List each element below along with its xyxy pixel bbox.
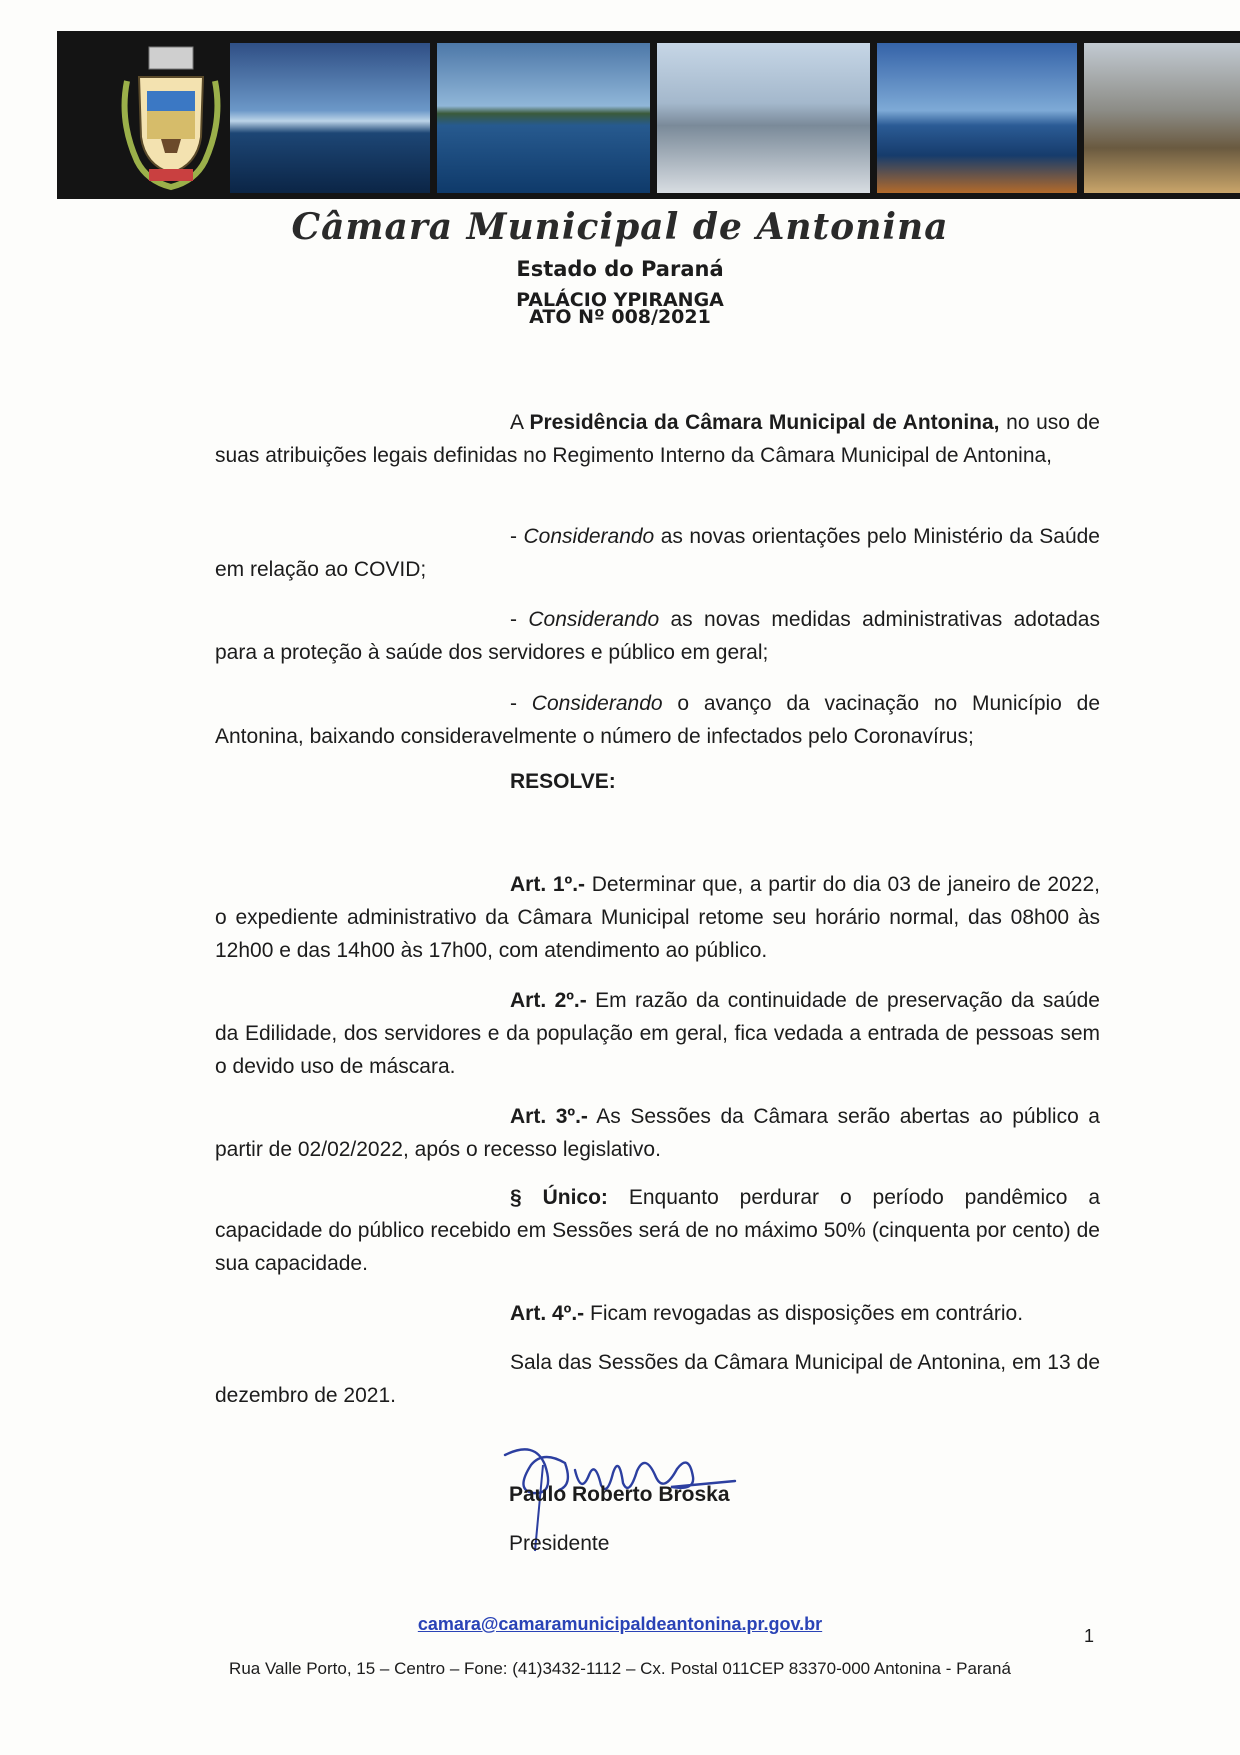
sole-paragraph: § Único: Enquanto perdurar o período pandêmico a capacidade do público recebido em Sessões será de no máximo 50% (cinquenta por cento) de sua capacidade.: [215, 1186, 1100, 1275]
signatory-name: Paulo Roberto Broska: [509, 1483, 730, 1506]
header-banner: [57, 31, 1240, 199]
consideration-1: - Considerando as novas orientações pelo Ministério da Saúde em relação ao COVID;: [215, 525, 1100, 581]
article-2: Art. 2º.- Em razão da continuidade de preservação da saúde da Edilidade, dos servidores e da população em geral, fica vedada a entrada de pessoas sem o devido uso de máscara.: [215, 989, 1100, 1078]
intro-paragraph: A Presidência da Câmara Municipal de Antonina, no uso de suas atribuições legais definidas no Regimento Interno da Câmara Municipal de Antonina,: [215, 411, 1100, 467]
bay-photo-3: [877, 43, 1077, 193]
article-4: Art. 4º.- Ficam revogadas as disposições em contrário.: [510, 1302, 1024, 1325]
coat-of-arms-logo: [117, 41, 225, 191]
consideration-2: - Considerando as novas medidas administrativas adotadas para a proteção à saúde dos servidores e público em geral;: [215, 608, 1100, 664]
bay-photo-2: [437, 43, 650, 193]
chamber-title: Câmara Municipal de Antonina: [291, 206, 949, 248]
contact-email-link[interactable]: camara@camaramunicipaldeantonina.pr.gov.br: [417, 1614, 823, 1634]
state-name: Estado do Paraná: [516, 257, 724, 281]
footer-address: Rua Valle Porto, 15 – Centro – Fone: (41)3432-1112 – Cx. Postal 011CEP 83370-000 Antonina - Paraná: [229, 1659, 1011, 1678]
palace-name: PALÁCIO YPIRANGA: [516, 289, 724, 311]
article-3: Art. 3º.- As Sessões da Câmara serão abertas ao público a partir de 02/02/2022, após o recesso legislativo.: [215, 1105, 1100, 1161]
arcade-photo: [1084, 43, 1240, 193]
signatory-role: Presidente: [509, 1532, 610, 1555]
consideration-3: - Considerando o avanço da vacinação no Município de Antonina, baixando consideravelmente o número de infectados pelo Coronavírus;: [215, 692, 1101, 748]
act-number: ATO Nº 008/2021: [529, 306, 711, 328]
bay-photo-1: [230, 43, 430, 193]
resolve-heading: RESOLVE:: [510, 770, 616, 793]
closing-paragraph: Sala das Sessões da Câmara Municipal de Antonina, em 13 de dezembro de 2021.: [215, 1351, 1100, 1407]
promenade-photo: [657, 43, 870, 193]
article-1: Art. 1º.- Determinar que, a partir do dia 03 de janeiro de 2022, o expediente administrativo da Câmara Municipal retome seu horário normal, das 08h00 às 12h00 e das 14h00 às 17h00, com atendimento ao público.: [215, 873, 1100, 962]
page-number: 1: [1084, 1626, 1095, 1646]
